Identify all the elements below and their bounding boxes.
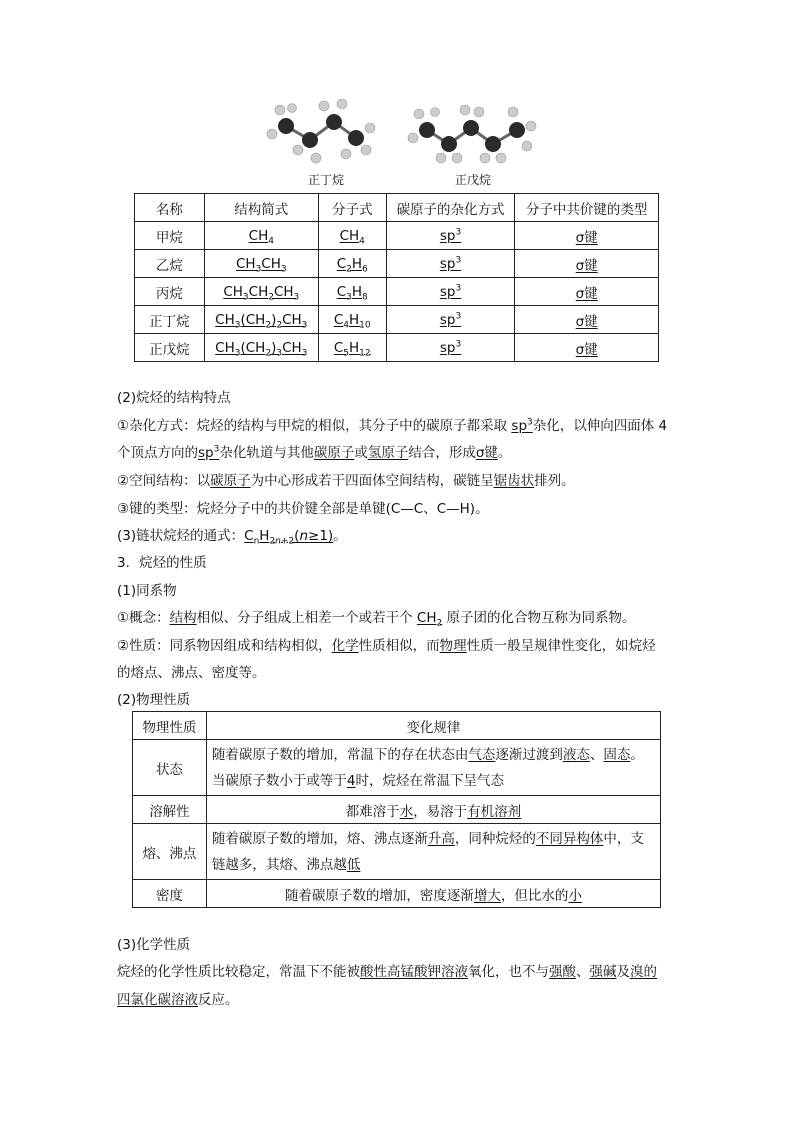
subsection-title: (2)物理性质 (117, 692, 191, 708)
paragraph: 四氯化碳溶液反应。 (117, 992, 239, 1008)
pentane-caption: 正戊烷 (455, 173, 492, 187)
bond-text: σ键 (575, 285, 598, 302)
hybridization-cell (386, 334, 515, 362)
molecular-formula: $C_5H_{12}$ (318, 334, 386, 362)
section-title: 3．烷烃的性质 (117, 555, 207, 571)
butane-model (262, 98, 382, 166)
name-cell: 甲烷 (135, 222, 205, 250)
table-row (135, 278, 659, 306)
hyb-sup: 3 (455, 255, 462, 265)
structural-formula: $CH_3CH_2CH_3$ (204, 278, 318, 306)
table-row (135, 334, 659, 362)
bond-cell (515, 250, 659, 278)
bond-text: σ键 (575, 229, 598, 246)
header-cell: 分子式 (318, 194, 386, 222)
table-row (133, 880, 661, 908)
rule-cell: 随着碳原子数的增加，常温下的存在状态由气态逐渐过渡到液态、固态。 当碳原子数小于或等于4时，烷烃在常温下呈气态 (206, 740, 660, 796)
table-row (133, 796, 661, 824)
paragraph: ②性质：同系物因组成和结构相似，化学性质相似，而物理性质一般呈规律性变化，如烷烃 (117, 638, 656, 654)
hyb-text: sp (439, 339, 456, 356)
hybridization-cell (386, 278, 515, 306)
table-row (135, 306, 659, 334)
table-row (135, 250, 659, 278)
name-cell: 正丁烷 (135, 306, 205, 334)
structural-formula: $CH_3(CH_2)_3CH_3$ (204, 334, 318, 362)
hyb-sup: 3 (455, 311, 462, 321)
label-cell: 熔、沸点 (133, 824, 207, 880)
molecular-formula: $CH_4$ (318, 222, 386, 250)
bond-cell (515, 334, 659, 362)
molecular-formula: $C_4H_{10}$ (318, 306, 386, 334)
paragraph: ③键的类型：烷烃分子中的共价键全部是单键(C—C、C—H)。 (117, 501, 489, 517)
rule-cell: 随着碳原子数的增加，熔、沸点逐渐升高，同种烷烃的不同异构体中，支 链越多，其熔、沸点越低 (206, 824, 660, 880)
subsection-title: (3)化学性质 (117, 937, 191, 953)
header-cell: 结构简式 (204, 194, 318, 222)
bond-text: σ键 (575, 313, 598, 330)
paragraph: 烷烃的化学性质比较稳定，常温下不能被酸性高锰酸钾溶液氧化，也不与强酸、强碱及溴的 (117, 964, 657, 980)
section-title: (2)烷烃的结构特点 (117, 390, 231, 406)
hybridization-cell (386, 222, 515, 250)
paragraph: 的熔点、沸点、密度等。 (117, 665, 266, 681)
molecular-formula: $C_3H_8$ (318, 278, 386, 306)
structural-formula: $CH_3CH_3$ (204, 250, 318, 278)
hybridization-cell (386, 250, 515, 278)
alkane-table (134, 193, 659, 362)
hyb-sup: 3 (455, 339, 462, 349)
header-cell: 分子中共价键的类型 (515, 194, 659, 222)
paragraph: (3)链状烷烃的通式：$C_nH_{2n+2}(n\ge 1)$。 (117, 528, 347, 547)
hyb-sup: 3 (455, 283, 462, 293)
bond-cell (515, 278, 659, 306)
pentane-model (405, 100, 540, 164)
name-cell: 丙烷 (135, 278, 205, 306)
table-row (133, 740, 661, 796)
table-row (133, 824, 661, 880)
rule-cell: 都难溶于水，易溶于有机溶剂 (206, 796, 660, 824)
name-cell: 正戊烷 (135, 334, 205, 362)
paragraph: ②空间结构：以碳原子为中心形成若干四面体空间结构，碳链呈锯齿状排列。 (117, 473, 575, 489)
subsection-title: (1)同系物 (117, 583, 177, 599)
butane-caption: 正丁烷 (308, 173, 345, 187)
bond-cell (515, 306, 659, 334)
hyb-text: sp (439, 227, 456, 244)
table-header-row (133, 712, 661, 740)
structural-formula: $CH_3(CH_2)_2CH_3$ (204, 306, 318, 334)
physical-properties-table (132, 711, 661, 908)
header-cell: 变化规律 (206, 712, 660, 740)
table-header-row (135, 194, 659, 222)
paragraph: ①杂化方式：烷烃的结构与甲烷的相似，其分子中的碳原子都采取 $sp^3$杂化，以伸向四面体 4 (117, 417, 668, 434)
paragraph: ①概念：结构相似、分子组成上相差一个或若干个 $CH_2$ 原子团的化合物互称为同系物。 (117, 610, 636, 629)
molecular-formula: $C_2H_6$ (318, 250, 386, 278)
header-cell: 名称 (135, 194, 205, 222)
hyb-text: sp (439, 311, 456, 328)
table-row (135, 222, 659, 250)
label-cell: 密度 (133, 880, 207, 908)
label-cell: 状态 (133, 740, 207, 796)
bond-cell (515, 222, 659, 250)
name-cell: 乙烷 (135, 250, 205, 278)
header-cell: 物理性质 (133, 712, 207, 740)
hyb-sup: 3 (455, 227, 462, 237)
hyb-text: sp (439, 283, 456, 300)
hyb-text: sp (439, 255, 456, 272)
bond-text: σ键 (575, 341, 598, 358)
paragraph: 个顶点方向的$sp^3$杂化轨道与其他碳原子或氢原子结合，形成σ键。 (117, 444, 512, 461)
rule-cell: 随着碳原子数的增加，密度逐渐增大，但比水的小 (206, 880, 660, 908)
hybridization-cell (386, 306, 515, 334)
bond-text: σ键 (575, 257, 598, 274)
label-cell: 溶解性 (133, 796, 207, 824)
header-cell: 碳原子的杂化方式 (386, 194, 515, 222)
structural-formula: $CH_4$ (204, 222, 318, 250)
